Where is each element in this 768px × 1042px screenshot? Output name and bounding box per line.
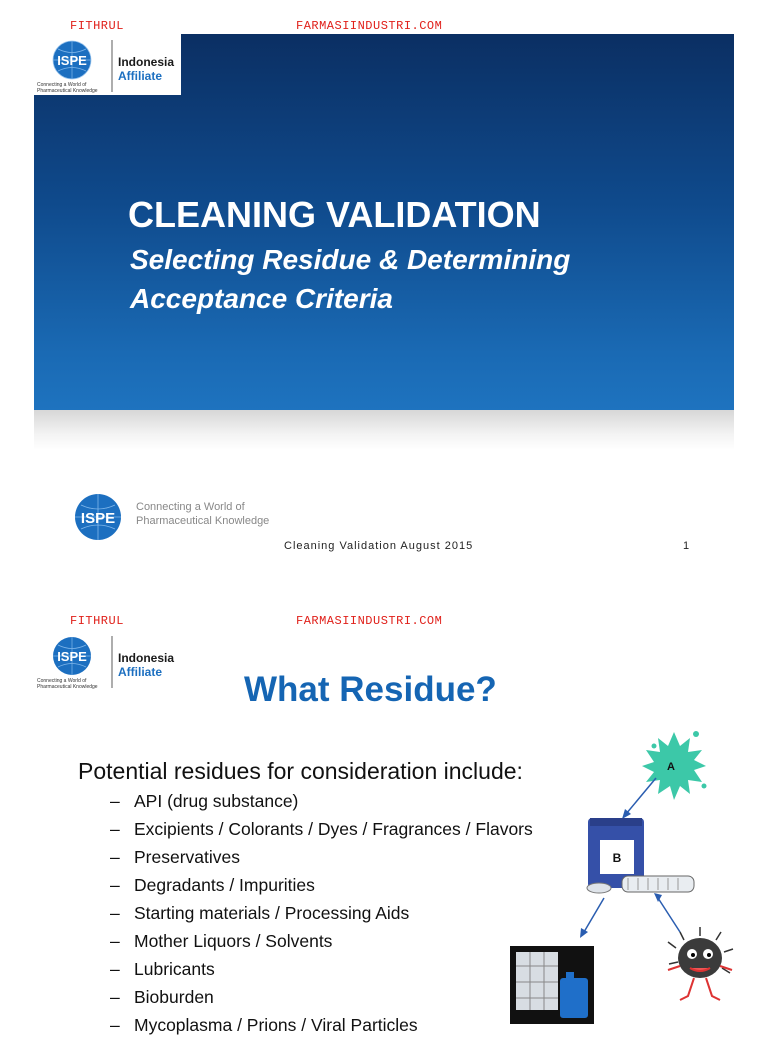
logo2-small-tagline-1: Connecting a World of	[37, 678, 87, 684]
list-item-text: Lubricants	[134, 959, 215, 979]
residue-illustration	[504, 726, 734, 1024]
banner-shadow	[34, 410, 734, 450]
drum-lid-icon	[622, 876, 694, 892]
slide-title: CLEANING VALIDATION	[128, 194, 541, 235]
list-dash: –	[110, 931, 120, 951]
list-item-text: Excipients / Colorants / Dyes / Fragrances / Flavors	[134, 819, 533, 839]
list-item-text: API (drug substance)	[134, 791, 299, 811]
list-item	[110, 846, 533, 874]
slide-2-intro: Potential residues for consideration include:	[78, 758, 523, 784]
list-item	[110, 958, 533, 986]
list-dash: –	[110, 1015, 120, 1035]
list-item	[110, 902, 533, 930]
label-b: B	[612, 851, 622, 865]
bacterium-icon	[668, 927, 733, 1000]
watermark-left-2: FITHRUL	[70, 614, 124, 628]
logo2-affiliate-line1: Indonesia	[118, 651, 175, 665]
list-dash: –	[110, 875, 120, 895]
slide-2	[34, 630, 734, 1035]
tote-container-icon	[510, 946, 594, 1024]
residue-list	[110, 790, 533, 1042]
logo-small-tagline-2: Pharmaceutical Knowledge	[37, 88, 98, 94]
footer-tagline-1: Connecting a World of	[136, 501, 245, 513]
list-item	[110, 930, 533, 958]
list-item-text: Degradants / Impurities	[134, 875, 315, 895]
watermark-right: FARMASIINDUSTRI.COM	[296, 19, 443, 33]
logo2-small-tagline-2: Pharmaceutical Knowledge	[37, 684, 98, 690]
list-dash: –	[110, 847, 120, 867]
watermark-left: FITHRUL	[70, 19, 124, 33]
label-a: A	[667, 761, 675, 773]
slide-subtitle: Selecting Residue & Determining Acceptance Criteria	[130, 244, 571, 314]
list-item-text: Mother Liquors / Solvents	[134, 931, 333, 951]
slide-2-title: What Residue?	[244, 670, 497, 709]
watermark-right-2: FARMASIINDUSTRI.COM	[296, 614, 443, 628]
logo-mark-text: ISPE	[57, 53, 87, 68]
list-item	[110, 874, 533, 902]
list-dash: –	[110, 987, 120, 1007]
footer-logo-mark: ISPE	[80, 510, 116, 527]
footer-tagline	[136, 500, 269, 528]
list-item-text: Bioburden	[134, 987, 214, 1007]
list-item-text: Starting materials / Processing Aids	[134, 903, 410, 923]
list-item	[110, 1014, 533, 1042]
logo-affiliate-line2: Affiliate	[118, 69, 163, 83]
ispe-indonesia-logo-2	[34, 630, 181, 691]
slide-1	[34, 34, 734, 562]
list-item	[110, 818, 533, 846]
footer-caption: Cleaning Validation August 2015	[284, 540, 474, 552]
list-dash: –	[110, 903, 120, 923]
logo2-mark-text: ISPE	[57, 649, 87, 664]
list-dash: –	[110, 959, 120, 979]
list-item	[110, 790, 533, 818]
list-item	[110, 986, 533, 1014]
list-dash: –	[110, 791, 120, 811]
list-dash: –	[110, 819, 120, 839]
green-splat-icon	[642, 731, 707, 800]
page-number: 1	[683, 540, 690, 552]
logo-small-tagline-1: Connecting a World of	[37, 82, 87, 88]
ispe-indonesia-logo	[34, 34, 181, 95]
list-item-text: Preservatives	[134, 847, 241, 867]
list-item-text: Mycoplasma / Prions / Viral Particles	[134, 1015, 418, 1035]
logo2-affiliate-line2: Affiliate	[118, 665, 163, 679]
footer-tagline-2: Pharmaceutical Knowledge	[136, 515, 270, 527]
logo-affiliate-line1: Indonesia	[118, 55, 175, 69]
ispe-globe-icon	[72, 492, 124, 542]
